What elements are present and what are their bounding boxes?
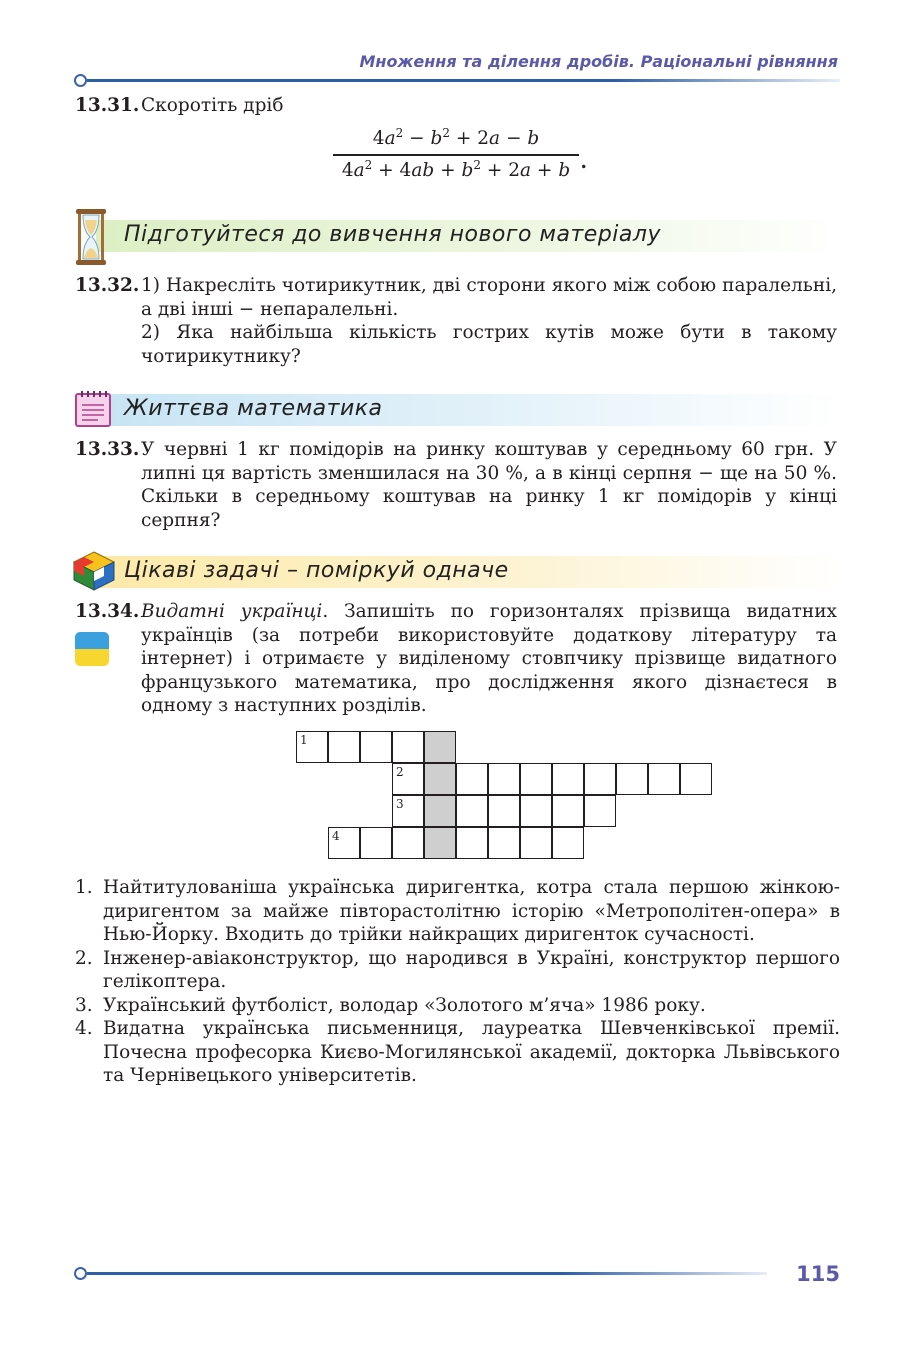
row-number: 2 (396, 765, 404, 779)
fraction-bar (333, 154, 579, 156)
problem-number: 13.32. (75, 275, 140, 296)
clue-number: 4. (75, 1018, 93, 1039)
banner-interesting (76, 554, 840, 590)
row-number: 3 (396, 797, 404, 811)
fraction-numerator: $4a^2 - b^2 + 2a - b$ (372, 126, 540, 149)
crossword-cell[interactable] (488, 827, 520, 859)
crossword-cell[interactable] (360, 827, 392, 859)
problem-text: У червні 1 кг помідорів на ринку коштував у середньому 60 грн. У липні ця вартість зменшилася на 30 %, а в кінці серпня − ще на 50 %. Скільки в середньому коштував на ринку 1 кг помідорів у кінці серпня? (141, 439, 837, 531)
ukraine-flag-icon (75, 632, 109, 666)
crossword-cell[interactable] (520, 827, 552, 859)
fraction-expression (333, 126, 587, 184)
problem-number: 13.34. (75, 601, 140, 622)
banner-label: Цікаві задачі – поміркуй одначе (124, 558, 509, 583)
notepad-icon (74, 388, 112, 428)
clue-text: Видатна українська письменниця, лауреатка Шевченківської премії. Почесна професорка Києво-Могилянської академії, докторка Львівського та Чернівецького університетів. (103, 1018, 840, 1086)
fraction-denominator: $4a^2 + 4ab + b^2 + 2a + b$ (341, 157, 571, 181)
crossword-cell[interactable] (392, 763, 424, 795)
crossword-cell[interactable] (392, 795, 424, 827)
clue-item (75, 994, 840, 1018)
banner-prepare (76, 218, 840, 254)
crossword-cell-highlighted[interactable] (424, 827, 456, 859)
footer-rule-dot (74, 1267, 87, 1280)
crossword-cell[interactable] (360, 731, 392, 763)
crossword-cell[interactable] (520, 763, 552, 795)
cube-icon (72, 550, 116, 592)
crossword-cell[interactable] (328, 731, 360, 763)
crossword-cell[interactable] (456, 827, 488, 859)
crossword-cell[interactable] (488, 763, 520, 795)
problem-title: Видатні українці (141, 601, 323, 622)
row-number: 4 (332, 829, 340, 843)
header-rule-dot (74, 74, 87, 87)
clue-item (75, 947, 840, 994)
crossword-cell[interactable] (584, 795, 616, 827)
clue-number: 3. (75, 994, 93, 1016)
problem-13-33 (75, 438, 840, 532)
clue-item (75, 876, 840, 947)
clue-item (75, 1017, 840, 1088)
crossword-cell-highlighted[interactable] (424, 731, 456, 763)
crossword-cell[interactable] (584, 763, 616, 795)
problem-text: Скоротіть дріб (141, 95, 284, 116)
banner-label: Життєва математика (124, 396, 383, 421)
problem-number: 13.33. (75, 439, 140, 460)
clue-text: Найтитулованіша українська диригентка, котра стала першою жінкою-диригентом за майже півторастолітню історію «Метрополітен-опера» в Нью-Йорку. Входить до трійки найкращих диригенток сучасності. (103, 877, 840, 945)
crossword-cell[interactable] (456, 763, 488, 795)
crossword-cell[interactable] (328, 827, 360, 859)
crossword-cell[interactable] (648, 763, 680, 795)
footer-rule (87, 1272, 767, 1275)
problem-13-31 (75, 94, 840, 118)
crossword-cell[interactable] (552, 795, 584, 827)
problem-13-32 (75, 274, 840, 368)
crossword-cell[interactable] (392, 827, 424, 859)
page-number: 115 (796, 1262, 840, 1286)
crossword-cell[interactable] (456, 795, 488, 827)
clue-number: 2. (75, 947, 93, 969)
crossword-cell-highlighted[interactable] (424, 763, 456, 795)
crossword-clues (75, 876, 840, 1088)
crossword-cell[interactable] (616, 763, 648, 795)
problem-part-1: 1) Накресліть чотирикутник, дві сторони якого між собою паралельні, а дві інші − непаралельні. (141, 275, 837, 320)
banner-label: Підготуйтеся до вивчення нового матеріалу (124, 222, 661, 247)
header-rule (87, 79, 840, 82)
crossword-grid (296, 731, 716, 863)
problem-number: 13.31. (75, 95, 140, 116)
crossword-cell[interactable] (552, 763, 584, 795)
fraction-end-period: . (580, 152, 587, 173)
clue-number: 1. (75, 877, 93, 898)
banner-life-math (76, 392, 840, 428)
crossword-cell[interactable] (552, 827, 584, 859)
problem-13-34 (75, 600, 840, 718)
crossword-cell[interactable] (488, 795, 520, 827)
crossword-cell[interactable] (296, 731, 328, 763)
crossword-cell[interactable] (392, 731, 424, 763)
row-number: 1 (300, 733, 308, 747)
hourglass-icon (74, 208, 108, 266)
clue-text: Український футболіст, володар «Золотого м’яча» 1986 року. (103, 994, 706, 1016)
crossword-cell[interactable] (520, 795, 552, 827)
problem-part-2: 2) Яка найбільша кількість гострих кутів може бути в такому чотирикутнику? (141, 322, 837, 367)
problem-text: . Запишіть по горизонталях прізвища видатних українців (за потреби використовуйте додаткову літературу та інтернет) і отримаєте у виділеному стовпчику прізвище видатного французького математика, про дослідження якого дізнаєтеся в одному з наступних розділів. (141, 601, 837, 716)
crossword-cell[interactable] (680, 763, 712, 795)
running-header: Множення та ділення дробів. Раціональні рівняння (359, 52, 838, 71)
clue-text: Інженер-авіаконструктор, що народився в Україні, конструктор першого гелікоптера. (103, 947, 840, 992)
crossword-cell-highlighted[interactable] (424, 795, 456, 827)
